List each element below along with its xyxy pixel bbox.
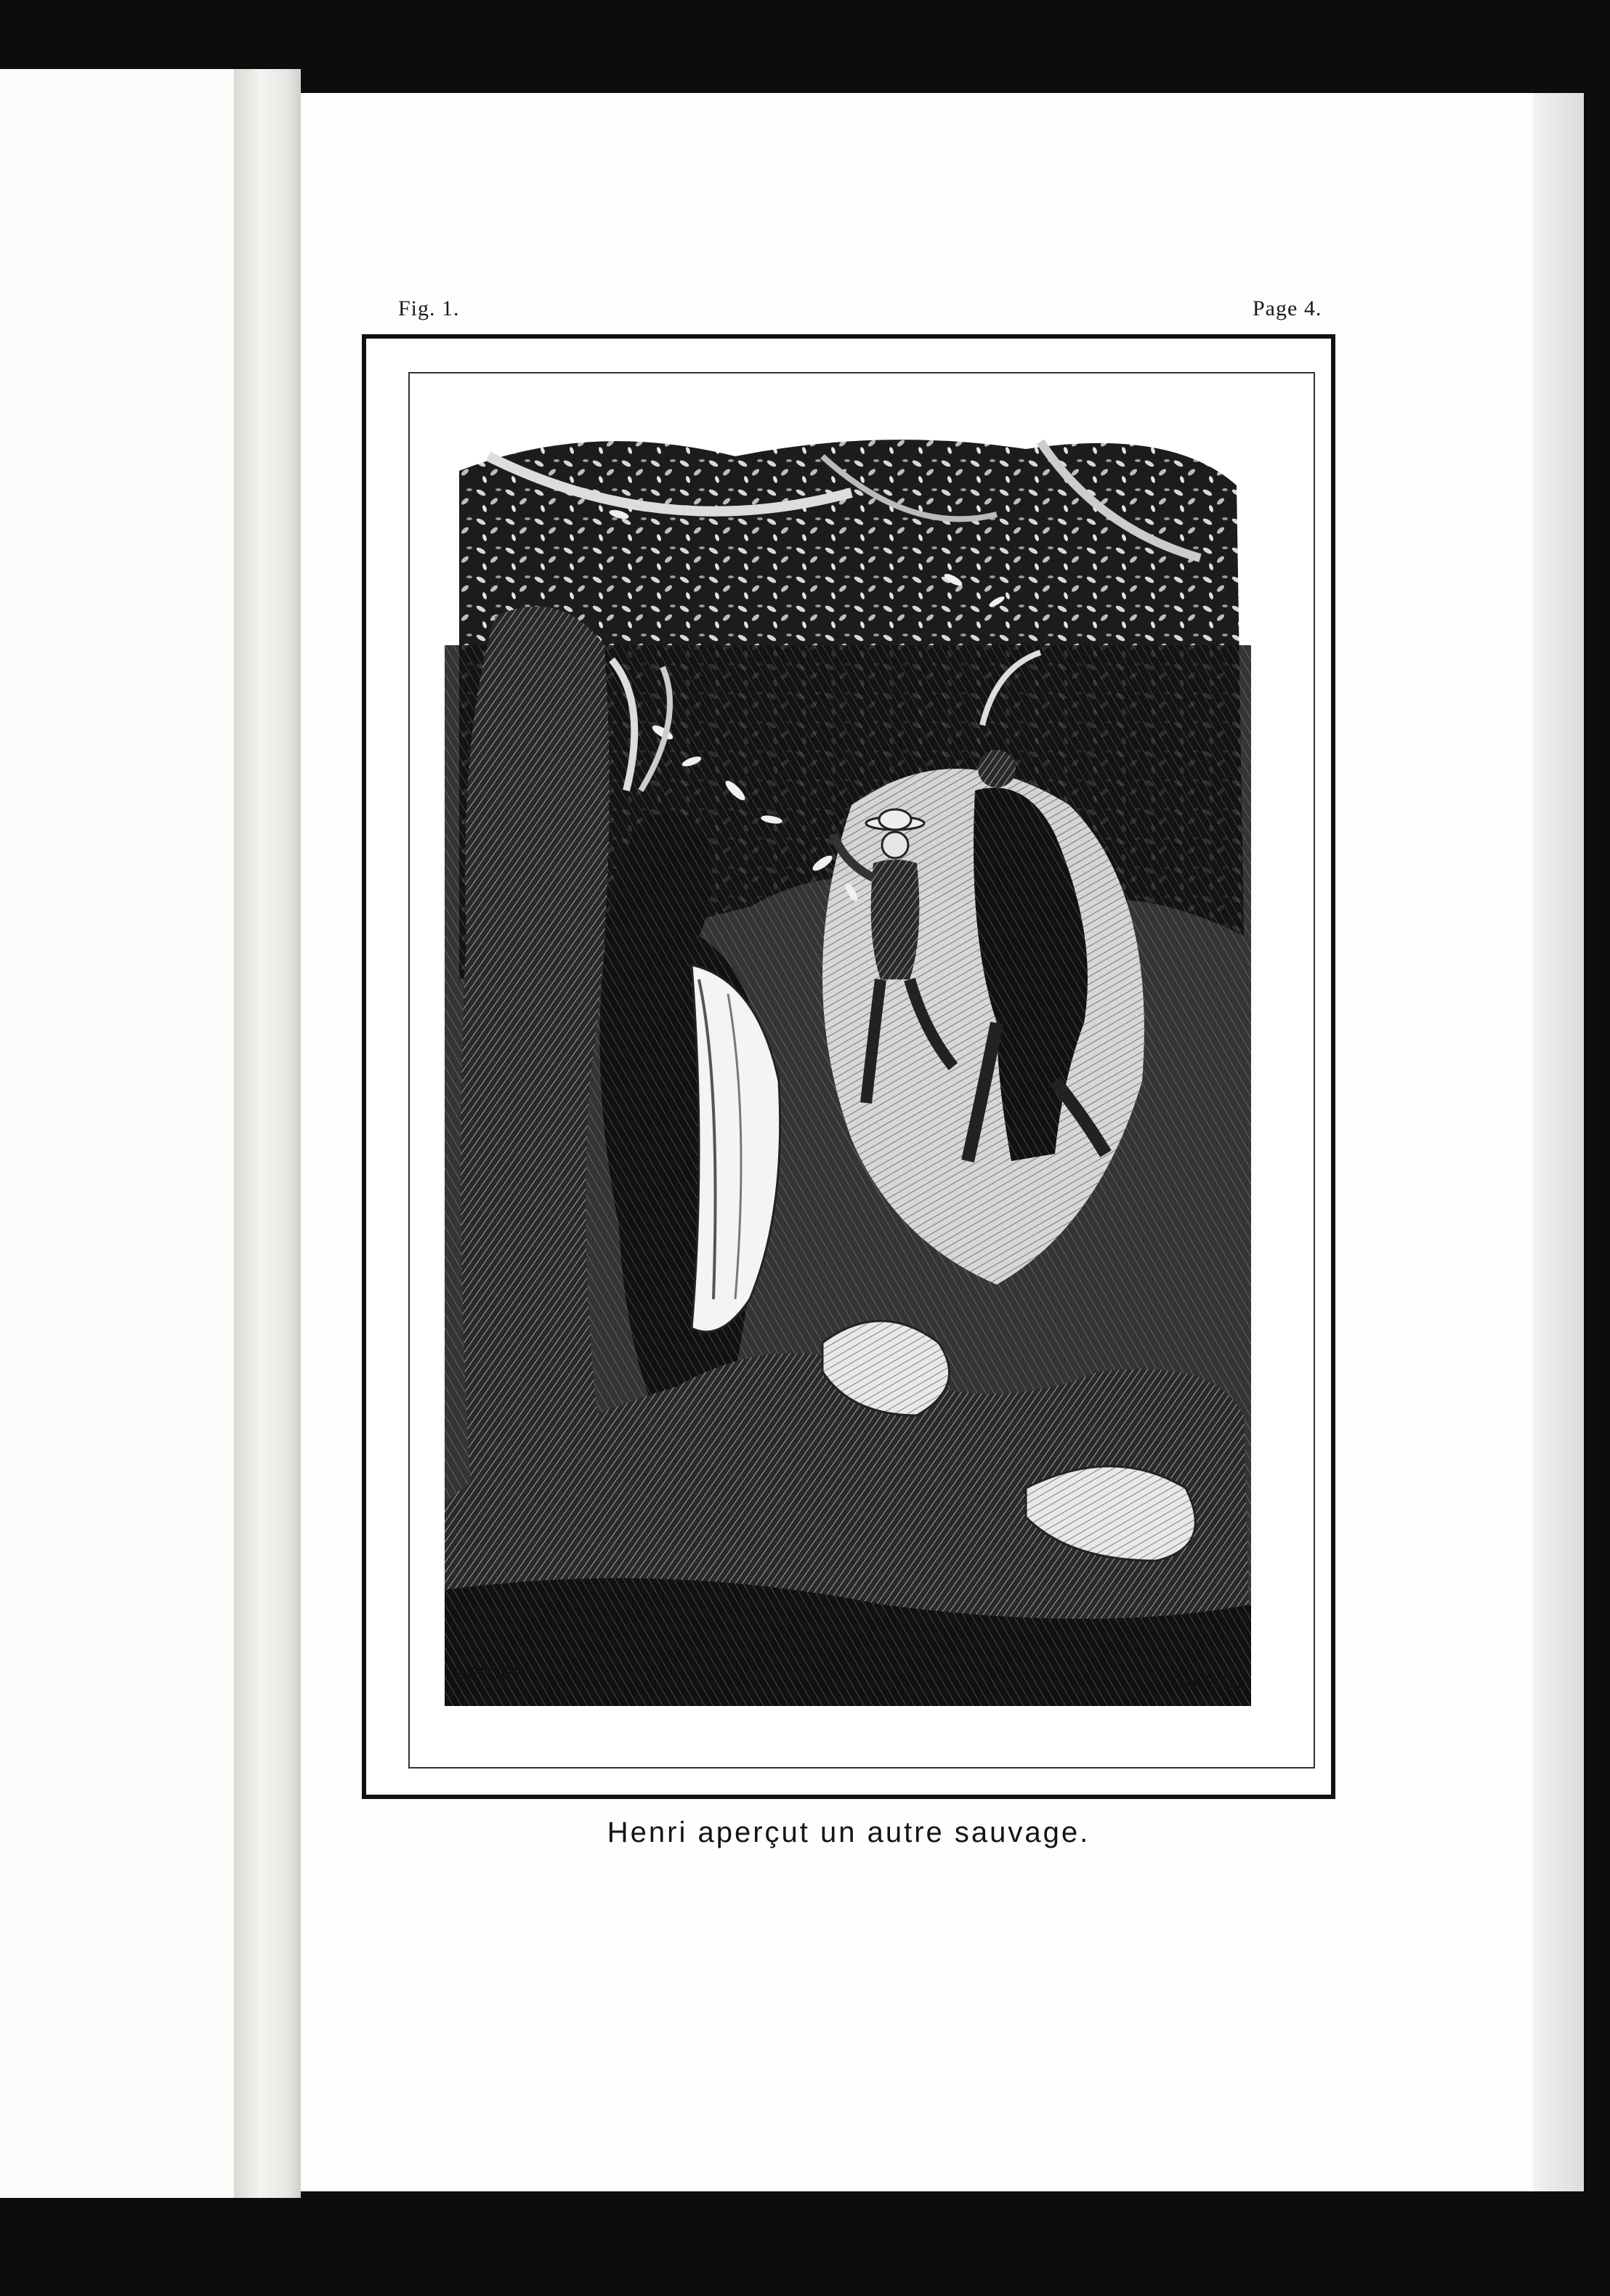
book-gutter <box>234 69 301 2198</box>
engraver-signature-right: CH.P.D. <box>1171 1673 1243 1692</box>
engraving-illustration <box>445 427 1251 1706</box>
figure-caption: Henri aperçut un autre sauvage. <box>607 1816 1091 1848</box>
figure-label: Fig. 1. <box>398 296 460 320</box>
left-page-text <box>0 69 238 2198</box>
left-page <box>0 69 238 2198</box>
engraver-signature-left: GERIER <box>452 1664 528 1683</box>
page-reference: Page 4. <box>1253 296 1322 320</box>
page-edge <box>1533 93 1584 2191</box>
